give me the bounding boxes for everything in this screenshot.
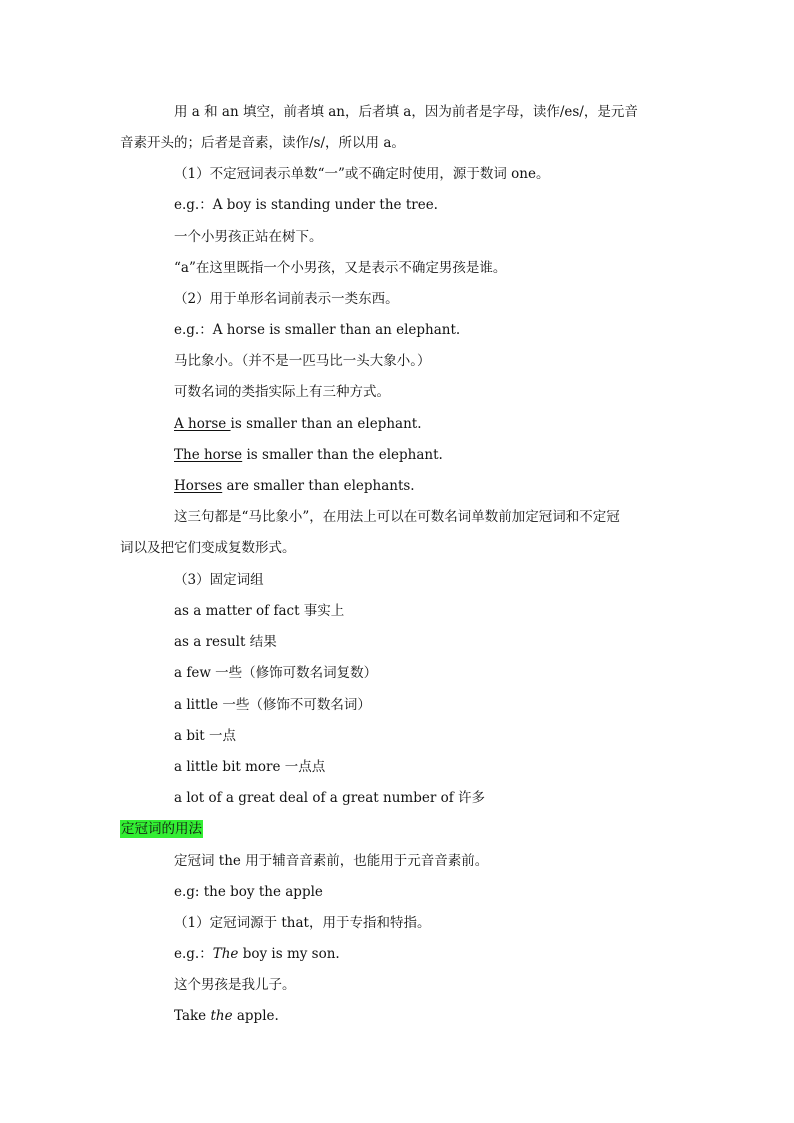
paragraph-line: 音素开头的；后者是音素，读作/s/，所以用 a。 [120,135,405,151]
phrase-line: as a matter of fact 事实上 [174,603,345,619]
example-line: e.g.：A horse is smaller than an elephant. [174,322,461,338]
phrase-line: as a result 结果 [174,634,277,650]
paragraph-line: 这个男孩是我儿子。 [174,977,296,993]
sentence-rest: are smaller than elephants. [222,478,415,494]
sentence-rest: boy is my son. [238,946,340,962]
example-line: e.g.：A boy is standing under the tree. [174,197,438,213]
phrase-line: a lot of a great deal of a great number of 许多 [174,790,485,806]
highlighted-heading: 定冠词的用法 [121,821,202,837]
underlined-phrase: A horse [174,416,231,432]
paragraph-line: 用 a 和 an 填空，前者填 an，后者填 a，因为前者是字母，读作/es/，是元音 [174,104,638,120]
sentence-rest: apple. [232,1008,279,1024]
paragraph-line: （3）固定词组 [174,572,264,588]
paragraph-line: 一个小男孩正站在树下。 [174,229,323,245]
paragraph-line: 这三句都是“马比象小”，在用法上可以在可数名词单数前加定冠词和不定冠 [174,509,620,525]
paragraph-line: （1）定冠词源于 that，用于专指和特指。 [174,915,431,931]
paragraph-line: （1）不定冠词表示单数“一”或不确定时使用，源于数词 one。 [174,166,550,182]
example-prefix: e.g.： [174,946,213,962]
phrase-line: a few 一些（修饰可数名词复数） [174,665,378,681]
example-prefix: Take [174,1008,211,1024]
paragraph-line: （2）用于单形名词前表示一类东西。 [174,291,399,307]
paragraph-line: 定冠词 the 用于辅音音素前，也能用于元音音素前。 [174,853,489,869]
paragraph-line: “a”在这里既指一个小男孩，又是表示不确定男孩是谁。 [174,260,507,276]
paragraph-line: 马比象小。（并不是一匹马比一头大象小。） [174,353,431,369]
sentence-rest: is smaller than an elephant. [230,416,422,432]
example-line [174,414,422,434]
paragraph-line: 可数名词的类指实际上有三种方式。 [174,384,390,400]
sentence-rest: is smaller than the elephant. [242,447,443,463]
phrase-line: a little bit more 一点点 [174,759,326,775]
phrase-line: a bit 一点 [174,728,237,744]
example-line: e.g: the boy the apple [174,884,323,900]
underlined-phrase: Horses [174,478,223,494]
paragraph-line: 词以及把它们变成复数形式。 [120,540,296,556]
italic-article: The [212,946,239,962]
section-heading [120,819,203,839]
phrase-line: a little 一些（修饰不可数名词） [174,697,371,713]
example-line [174,1006,279,1026]
example-line [174,944,340,964]
underlined-phrase: The horse [174,447,243,463]
example-line [174,445,443,465]
italic-article: the [210,1008,233,1024]
example-line [174,476,415,496]
